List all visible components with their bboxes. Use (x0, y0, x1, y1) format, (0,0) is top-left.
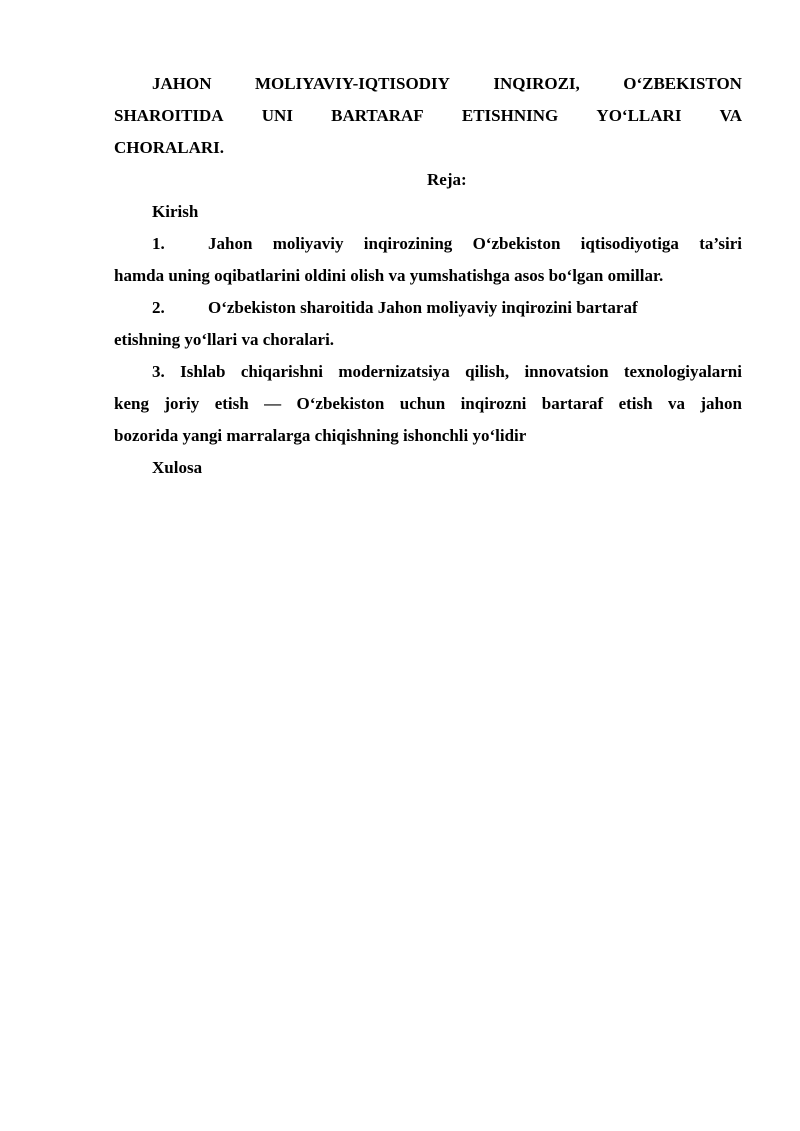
plan-item-3-line-3: bozorida yangi marralarga chiqishning ishonchli yo‘lidir (114, 426, 527, 445)
item-word: va (667, 394, 685, 413)
item-word: keng (114, 394, 149, 413)
title-word: VA (719, 106, 742, 125)
item-word: — (264, 394, 282, 413)
item-word: uchun (399, 394, 446, 413)
title-line-3: CHORALARI. (114, 138, 225, 157)
item-word: modernizatsiya (338, 362, 450, 381)
item-word: ta’siri (699, 234, 742, 253)
plan-item-3-line-2 (114, 388, 742, 420)
item-word: qilish, (465, 362, 510, 381)
item-word: 3. (152, 362, 165, 381)
title-word: YO‘LLARI (596, 106, 682, 125)
title-word: O‘ZBEKISTON (623, 74, 742, 93)
item-text (208, 228, 742, 260)
item-number: 2. (152, 298, 165, 317)
item-word: etish (214, 394, 249, 413)
plan-item-3-line-1 (114, 356, 742, 388)
plan-item-2-line-1 (114, 292, 742, 324)
item-word: moliyaviy (272, 234, 344, 253)
item-word: O‘zbekiston (296, 394, 385, 413)
title-word: INQIROZI, (493, 74, 580, 93)
title-line-2 (114, 100, 742, 132)
item-word: O‘zbekiston (472, 234, 561, 253)
title-line-1 (114, 68, 742, 100)
title-word: SHAROITIDA (114, 106, 224, 125)
item-word: inqirozining (363, 234, 453, 253)
item-word: innovatsion (524, 362, 609, 381)
item-word: joriy (164, 394, 200, 413)
conclusion-item: Xulosa (152, 458, 203, 477)
item-number: 1. (152, 234, 165, 253)
plan-heading: Reja: (427, 170, 467, 189)
plan-item-2-line-2: etishning yo‘llari va choralari. (114, 330, 335, 349)
item-word: Jahon (208, 234, 253, 253)
item-word: jahon (700, 394, 742, 413)
item-text: O‘zbekiston sharoitida Jahon moliyaviy inqirozini bartaraf (208, 298, 638, 317)
title-word: MOLIYAVIY-IQTISODIY (254, 74, 450, 93)
title-word: ETISHNING (461, 106, 559, 125)
item-word: bartaraf (541, 394, 604, 413)
document-page (114, 68, 742, 484)
item-word: texnologiyalarni (623, 362, 742, 381)
item-word: inqirozni (460, 394, 527, 413)
plan-item-1-line-2: hamda uning oqibatlarini oldini olish va yumshatishga asos bo‘lgan omillar. (114, 266, 664, 285)
item-word: chiqarishni (240, 362, 324, 381)
plan-item-1-line-1 (114, 228, 742, 260)
title-word: BARTARAF (331, 106, 424, 125)
plan-item-2 (114, 292, 742, 356)
title-word: JAHON (152, 74, 212, 93)
intro-item: Kirish (152, 202, 199, 221)
item-word: Ishlab (180, 362, 226, 381)
item-word: iqtisodiyotiga (580, 234, 679, 253)
title-word: UNI (261, 106, 293, 125)
item-word: etish (618, 394, 653, 413)
plan-item-3 (114, 356, 742, 452)
plan-item-1 (114, 228, 742, 292)
